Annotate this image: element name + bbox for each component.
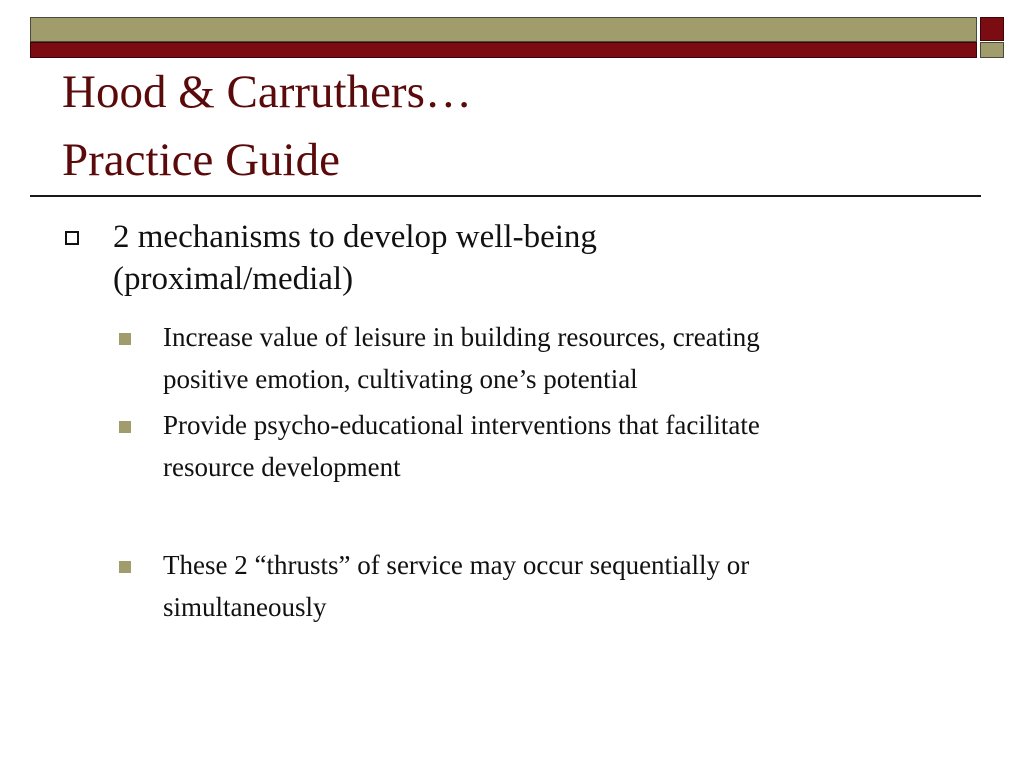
sub-bullet-3-line1: These 2 “thrusts” of service may occur sequentially or [163,550,750,580]
sub-bullet-3 [163,544,953,628]
header-banner-olive-bar [30,17,977,42]
filled-square-bullet-icon [119,561,131,573]
bullet-level1-line1: 2 mechanisms to develop well-being [113,219,597,255]
slide-title-line2: Practice Guide [62,134,340,186]
filled-square-bullet-icon [119,333,131,345]
sub-bullet-1-line2: positive emotion, cultivating one’s potential [163,364,638,394]
bullet-level1-text [113,216,933,300]
slide-title [62,58,962,194]
sub-bullet-3-line2: simultaneously [163,592,327,622]
sub-bullet-1-line1: Increase value of leisure in building resources, creating [163,322,760,352]
header-banner-maroon-bar [30,42,977,58]
header-corner-maroon-square [980,17,1004,41]
bullet-level1-line2: (proximal/medial) [113,261,354,297]
sub-bullet-2-line2: resource development [163,452,401,482]
header-corner-olive-square [980,42,1004,58]
sub-bullet-1 [163,316,953,400]
slide-title-line1: Hood & Carruthers… [62,66,472,118]
hollow-square-bullet-icon [65,231,79,245]
sub-bullet-2-line1: Provide psycho-educational interventions that facilitate [163,410,760,440]
sub-bullet-2 [163,404,953,488]
filled-square-bullet-icon [119,421,131,433]
title-divider [30,195,981,197]
